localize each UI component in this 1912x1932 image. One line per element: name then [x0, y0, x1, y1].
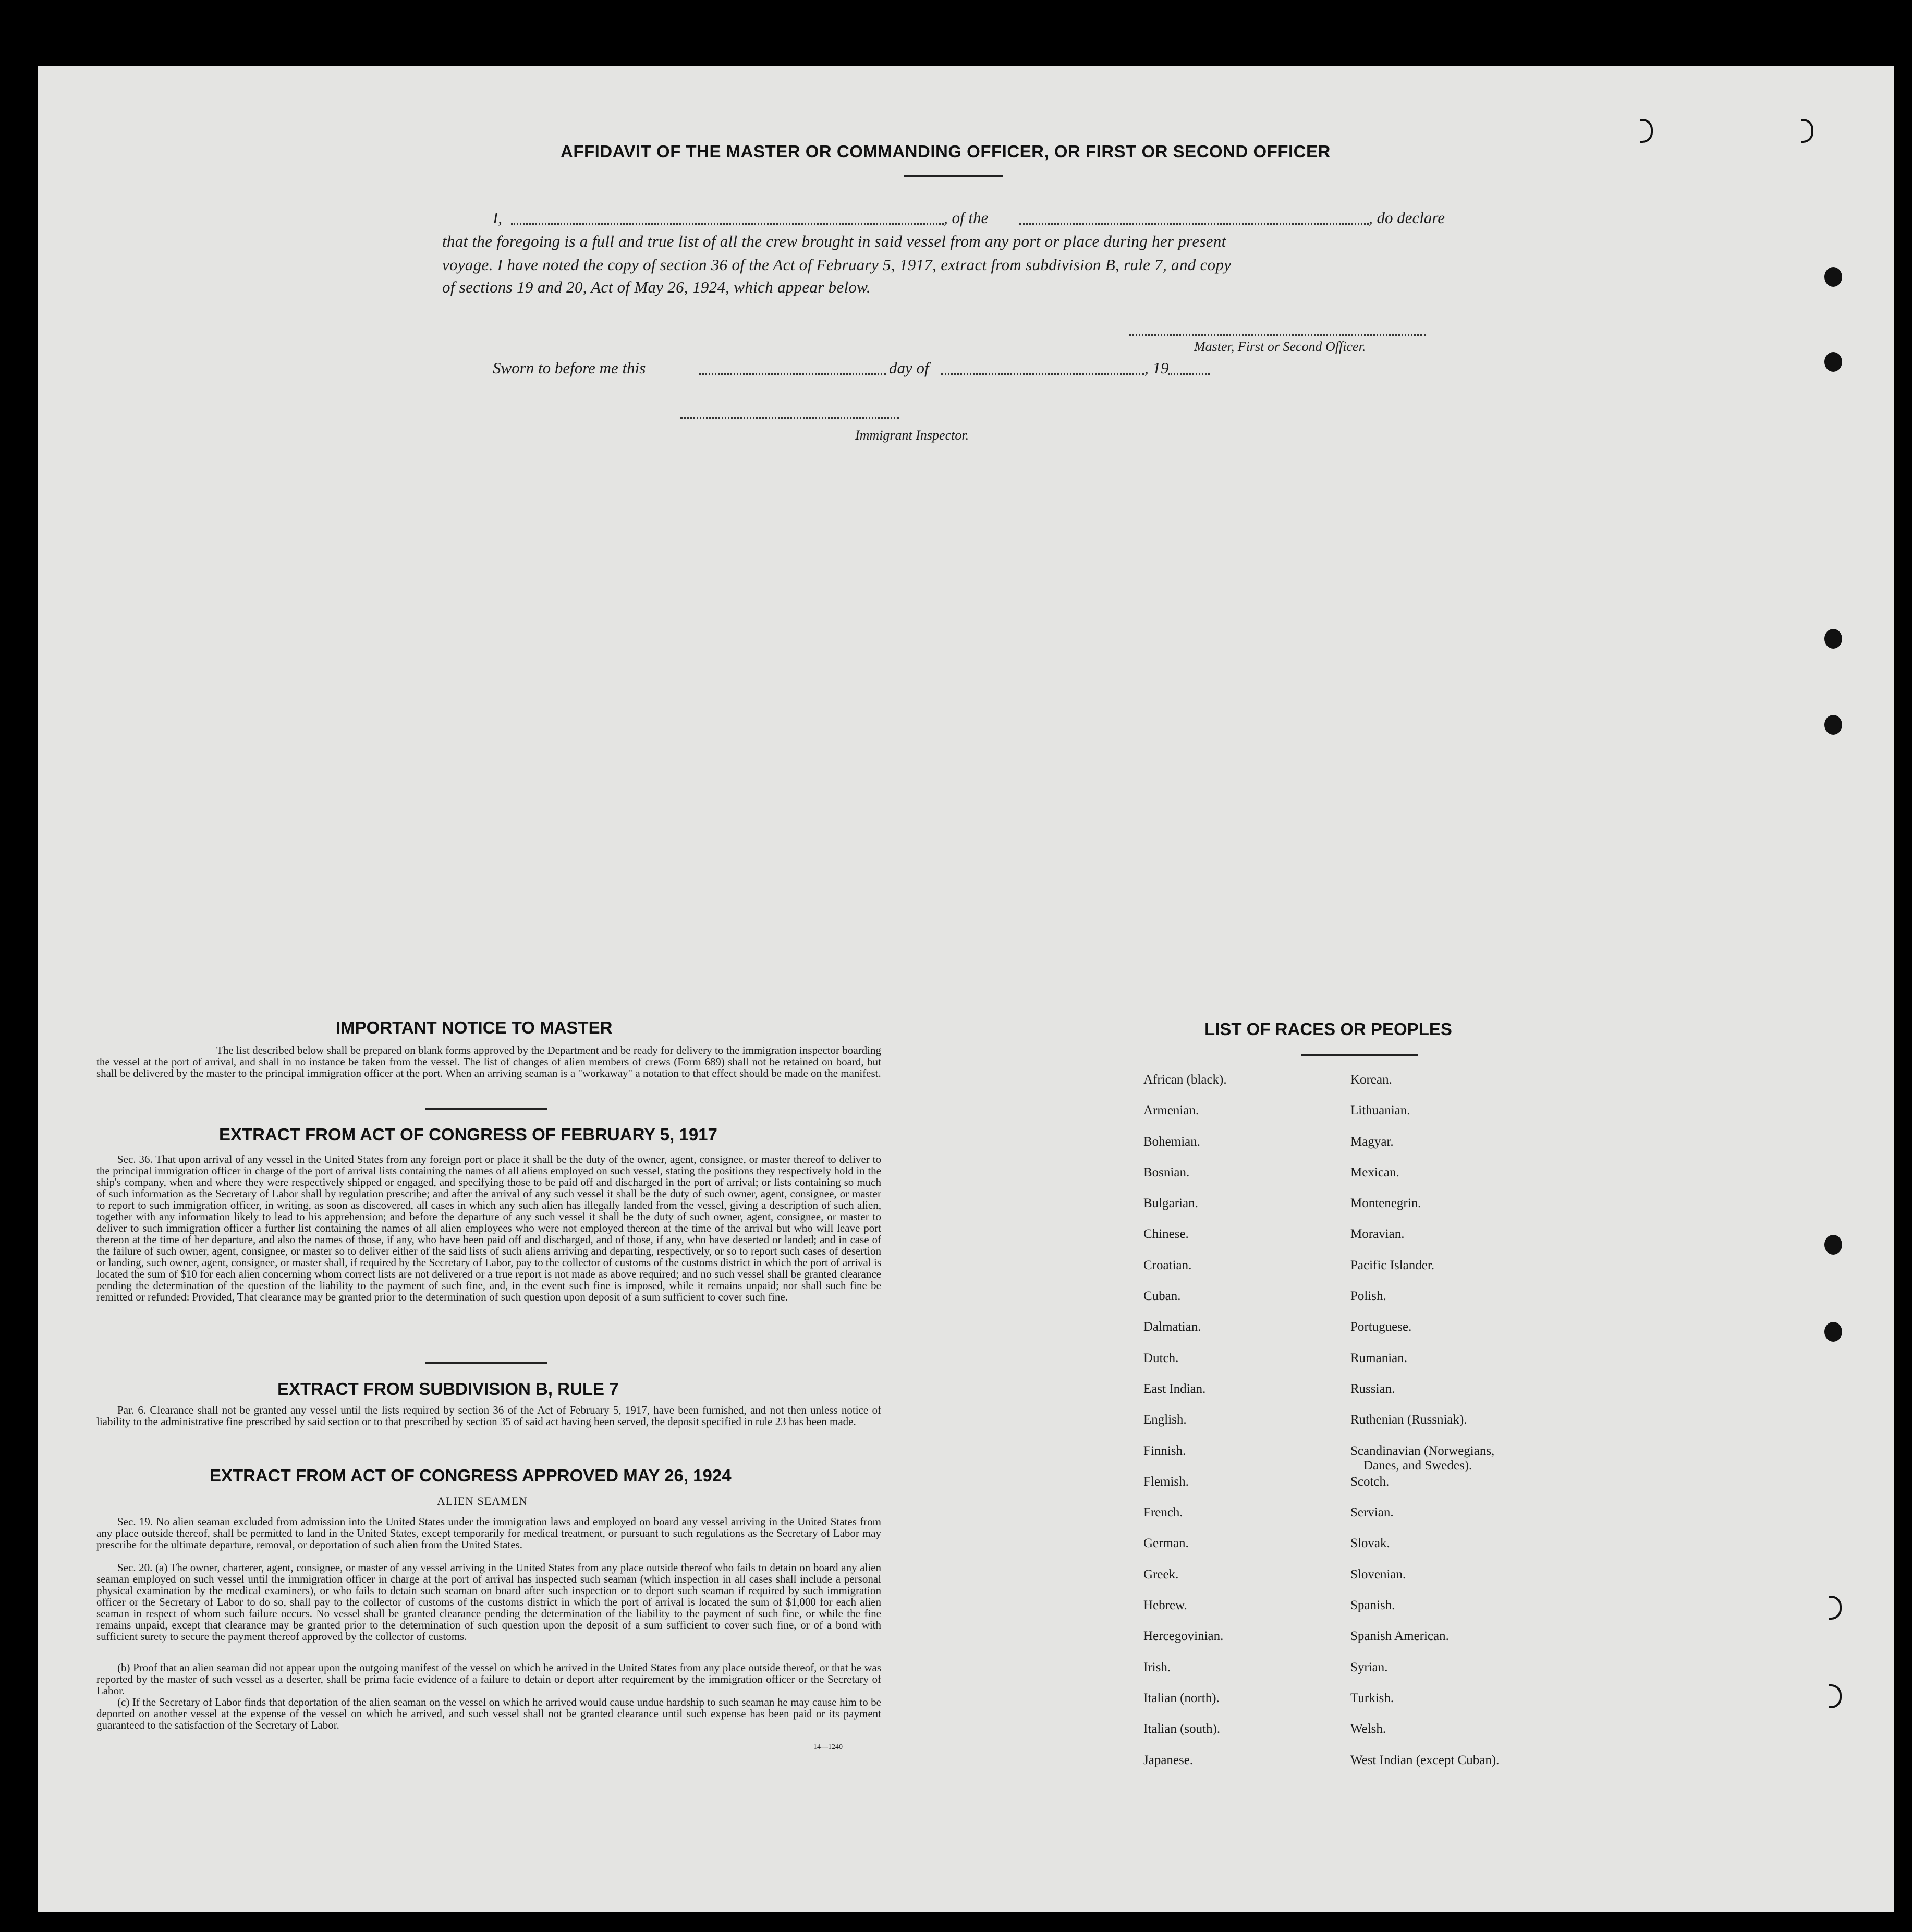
- affidavit-title: AFFIDAVIT OF THE MASTER OR COMMANDING OFFICER, OR FIRST OR SECOND OFFICER: [561, 142, 1331, 161]
- races-title: LIST OF RACES OR PEOPLES: [1204, 1019, 1452, 1039]
- binder-hole-icon: [1824, 267, 1842, 287]
- rule7-body: Par. 6. Clearance shall not be granted any vessel until the lists required by section 36 of the Act of February 5, 1917, have been furnished, and not then unless notice of liability to the administrative fine prescribed by said section or to that prescribed by section 35 of said act having been served, the deposit specified in rule 23 has been made.: [96, 1404, 881, 1428]
- race-item: Scotch.: [1350, 1474, 1390, 1489]
- race-item: Russian.: [1350, 1381, 1395, 1396]
- rule7-title: EXTRACT FROM SUBDIVISION B, RULE 7: [277, 1379, 619, 1399]
- race-item: Servian.: [1350, 1505, 1394, 1520]
- race-item: Croatian.: [1143, 1258, 1192, 1272]
- notice-body: The list described below shall be prepared on blank forms approved by the Department and be ready for delivery to the immigration inspector boarding the vessel at the port of arrival, and shall in no instance be taken from the vessel. The list of changes of alien members of crews (Form 689) shall not be retained on board, but shall be delivered by the master to the principal immigration officer at the port. When an arriving seaman is a "workaway" a notation to that effect should be made on the manifest.: [96, 1044, 881, 1079]
- race-item: Bosnian.: [1143, 1165, 1190, 1180]
- section-divider: [425, 1362, 547, 1364]
- section-divider: [425, 1108, 547, 1110]
- race-item-continuation: Danes, and Swedes).: [1363, 1458, 1472, 1473]
- sworn-label: Sworn to before me this: [493, 359, 646, 377]
- race-item: Flemish.: [1143, 1474, 1189, 1489]
- race-item: Spanish American.: [1350, 1629, 1449, 1644]
- race-item: Rumanian.: [1350, 1351, 1408, 1365]
- race-item: Finnish.: [1143, 1443, 1186, 1458]
- year-prefix: , 19: [1144, 359, 1169, 377]
- affidavit-line-4: of sections 19 and 20, Act of May 26, 1924, which appear below.: [442, 278, 871, 296]
- name-field[interactable]: [511, 223, 944, 225]
- affidavit-line-2: that the foregoing is a full and true list of all the crew brought in said vessel from any port or place during her present: [442, 232, 1226, 250]
- extract-1924-sec20a: Sec. 20. (a) The owner, charterer, agent, consignee, or master of any vessel arriving in the United States from any place outside thereof who fails to detain on board any alien seaman employed on such vessel until the immigration officer in charge at the port of arrival has inspected such seaman (which inspection in all cases shall include a personal physical examination by the medical examiners), or who fails to detain such seaman on board after such inspection or to deport such seaman if required by such immigration officer or the Secretary of Labor to do so, shall pay to the collector of customs of the customs district in which the port of arrival is located the sum of $1,000 for each alien seaman in respect of whom such failure occurs. No vessel shall be granted clearance pending the determination of the liability to the payment of such fine, or while the fine remains unpaid, except that clearance may be granted prior to the determination of such question upon the deposit of a sum sufficient to cover such fine, or of a bond with sufficient surety to secure the payment thereof approved by the collector of customs.: [96, 1561, 881, 1643]
- race-item: Spanish.: [1350, 1598, 1395, 1613]
- binder-hole-icon: [1824, 715, 1842, 735]
- race-item: West Indian (except Cuban).: [1350, 1753, 1500, 1767]
- races-underline: [1301, 1054, 1418, 1056]
- races-left-column: [1143, 1064, 1227, 1776]
- race-item: Ruthenian (Russniak).: [1350, 1413, 1467, 1427]
- race-item: Slovenian.: [1350, 1567, 1406, 1582]
- bleed-through-text: [391, 141, 408, 173]
- race-item: French.: [1143, 1505, 1183, 1520]
- binder-hole-icon: [1824, 352, 1842, 372]
- race-item: Japanese.: [1143, 1753, 1194, 1767]
- race-item: Bohemian.: [1143, 1134, 1201, 1149]
- race-item: Montenegrin.: [1350, 1196, 1421, 1211]
- race-item: Polish.: [1350, 1289, 1386, 1304]
- race-item: Armenian.: [1143, 1103, 1199, 1118]
- race-item: English.: [1143, 1413, 1187, 1427]
- master-signature-line[interactable]: [1129, 334, 1426, 336]
- race-item: Slovak.: [1350, 1536, 1390, 1551]
- race-item: African (black).: [1143, 1073, 1227, 1087]
- extract-1917-body: Sec. 36. That upon arrival of any vessel in the United States from any foreign port or place it shall be the duty of the owner, agent, consignee, or master thereof to deliver to the principal immigration officer in charge of the port of arrival lists containing the names of all aliens employed on such vessel, stating the positions they respectively hold in the ship's company, when and where they were respectively shipped or engaged, and specifying those to be paid off and discharged in the port of arrival; or lists containing so much of such information as the Secretary of Labor shall by regulation prescribe; and after the arrival of any such vessel it shall be the duty of such owner, agent, consignee, or master to report to such immigration officer, in writing, as soon as discovered, all cases in which any such alien has illegally landed from the vessel, giving a description of such alien, together with any information likely to lead to his apprehension; and before the departure of any such vessel it shall be the duty of such owner, agent, consignee, or master to deliver to such immigration officer a further list containing the names of all alien employees who were not employed thereon at the time of the arrival but who will leave port thereon at the time of her departure, and also the names of those, if any, who have been paid off and discharged, and of those, if any, who have deserted or landed; and in case of the failure of such owner, agent, consignee, or master so to deliver either of the said lists of such aliens arriving and departing, respectively, or so to report such cases of desertion or landing, such owner, agent, consignee, or master shall, if required by the Secretary of Labor, pay to the collector of customs of the customs district in which the port of arrival is located the sum of $10 for each alien concerning whom correct lists are not delivered or a true report is not made as above required; and no such vessel shall be granted clearance pending the determination of the question of the liability to the payment of such fine, and, in the event such fine is imposed, while it remains unpaid; nor shall such fine be remitted or refunded: Provided, That clearance may be granted prior to the determination of such question upon deposit of a sum sufficient to cover such fine.: [96, 1153, 881, 1303]
- affidavit-line-3: voyage. I have noted the copy of section 36 of the Act of February 5, 1917, extract from subdivision B, rule 7, and copy: [442, 256, 1232, 274]
- sworn-year-field[interactable]: [1168, 373, 1210, 375]
- race-item: Cuban.: [1143, 1289, 1181, 1304]
- race-item: Moravian.: [1350, 1227, 1405, 1242]
- race-item: German.: [1143, 1536, 1189, 1551]
- race-item: Italian (north).: [1143, 1691, 1220, 1705]
- extract-1924-sec20b: (b) Proof that an alien seaman did not appear upon the outgoing manifest of the vessel on which he arrived in the United States from any place outside thereof, or that he was reported by the master of such vessel as a deserter, shall be prima facie evidence of a failure to detain or deport after requirement by the immigration officer or the Secretary of Labor.: [96, 1661, 881, 1697]
- title-underline: [904, 175, 1003, 177]
- binder-hole-icon: [1824, 1322, 1842, 1342]
- race-item: Lithuanian.: [1350, 1103, 1410, 1118]
- master-signature-label: Master, First or Second Officer.: [1194, 339, 1366, 354]
- race-item: Pacific Islander.: [1350, 1258, 1435, 1272]
- race-item: Hebrew.: [1143, 1598, 1187, 1613]
- race-item: Irish.: [1143, 1660, 1171, 1674]
- day-of-label: day of: [889, 359, 929, 377]
- race-item: Dutch.: [1143, 1351, 1179, 1365]
- affidavit-of-the: , of the: [944, 209, 989, 227]
- race-item: Welsh.: [1350, 1722, 1386, 1736]
- race-item: Syrian.: [1350, 1660, 1388, 1674]
- sworn-day-field[interactable]: [699, 373, 886, 375]
- vessel-field[interactable]: [1019, 223, 1369, 225]
- race-item: Magyar.: [1350, 1134, 1394, 1149]
- races-right-column: [1350, 1064, 1499, 1776]
- race-item: Greek.: [1143, 1567, 1179, 1582]
- alien-seamen-subtitle: ALIEN SEAMEN: [437, 1494, 528, 1508]
- extract-1924-title: EXTRACT FROM ACT OF CONGRESS APPROVED MAY 26, 1924: [210, 1466, 732, 1485]
- race-item: [1350, 1436, 1499, 1473]
- binder-hole-icon: [1824, 1235, 1842, 1255]
- race-item-line-1: Scandinavian (Norwegians,: [1350, 1443, 1495, 1458]
- race-item: Turkish.: [1350, 1691, 1394, 1705]
- extract-1924-sec20c: (c) If the Secretary of Labor finds that deportation of the alien seaman on the vessel on which he arrived would cause undue hardship to such seaman he may cause him to be deported on another vessel at the expense of the vessel on which he arrived, and such vessel shall not be granted clearance until such expense has been paid or its payment guaranteed to the satisfaction of the Secretary of Labor.: [96, 1696, 881, 1731]
- inspector-signature-line[interactable]: [680, 417, 899, 419]
- extract-1917-title: EXTRACT FROM ACT OF CONGRESS OF FEBRUARY 5, 1917: [219, 1125, 717, 1144]
- race-item: East Indian.: [1143, 1381, 1206, 1396]
- race-item: Korean.: [1350, 1073, 1392, 1087]
- race-item: Chinese.: [1143, 1227, 1189, 1242]
- race-item: Portuguese.: [1350, 1320, 1412, 1334]
- binder-hole-icon: [1824, 629, 1842, 649]
- affidavit-i-label: I,: [493, 209, 503, 227]
- race-item: Hercegovinian.: [1143, 1629, 1224, 1644]
- race-item: Mexican.: [1350, 1165, 1399, 1180]
- extract-1924-sec19: Sec. 19. No alien seaman excluded from admission into the United States under the immigration laws and employed on board any vessel arriving in the United States from any place outside thereof, shall be permitted to land in the United States, except temporarily for medical treatment, or pursuant to such regulations as the Secretary of Labor may prescribe for the ultimate departure, removal, or deportation of such alien from the United States.: [96, 1515, 881, 1551]
- sworn-month-field[interactable]: [941, 373, 1144, 375]
- race-item: Dalmatian.: [1143, 1320, 1201, 1334]
- race-item: Bulgarian.: [1143, 1196, 1198, 1211]
- affidavit-do-declare: , do declare: [1369, 209, 1445, 227]
- form-number: 14—1240: [813, 1743, 843, 1751]
- race-item: Italian (south).: [1143, 1722, 1221, 1736]
- inspector-label: Immigrant Inspector.: [855, 428, 969, 443]
- notice-title: IMPORTANT NOTICE TO MASTER: [336, 1018, 613, 1037]
